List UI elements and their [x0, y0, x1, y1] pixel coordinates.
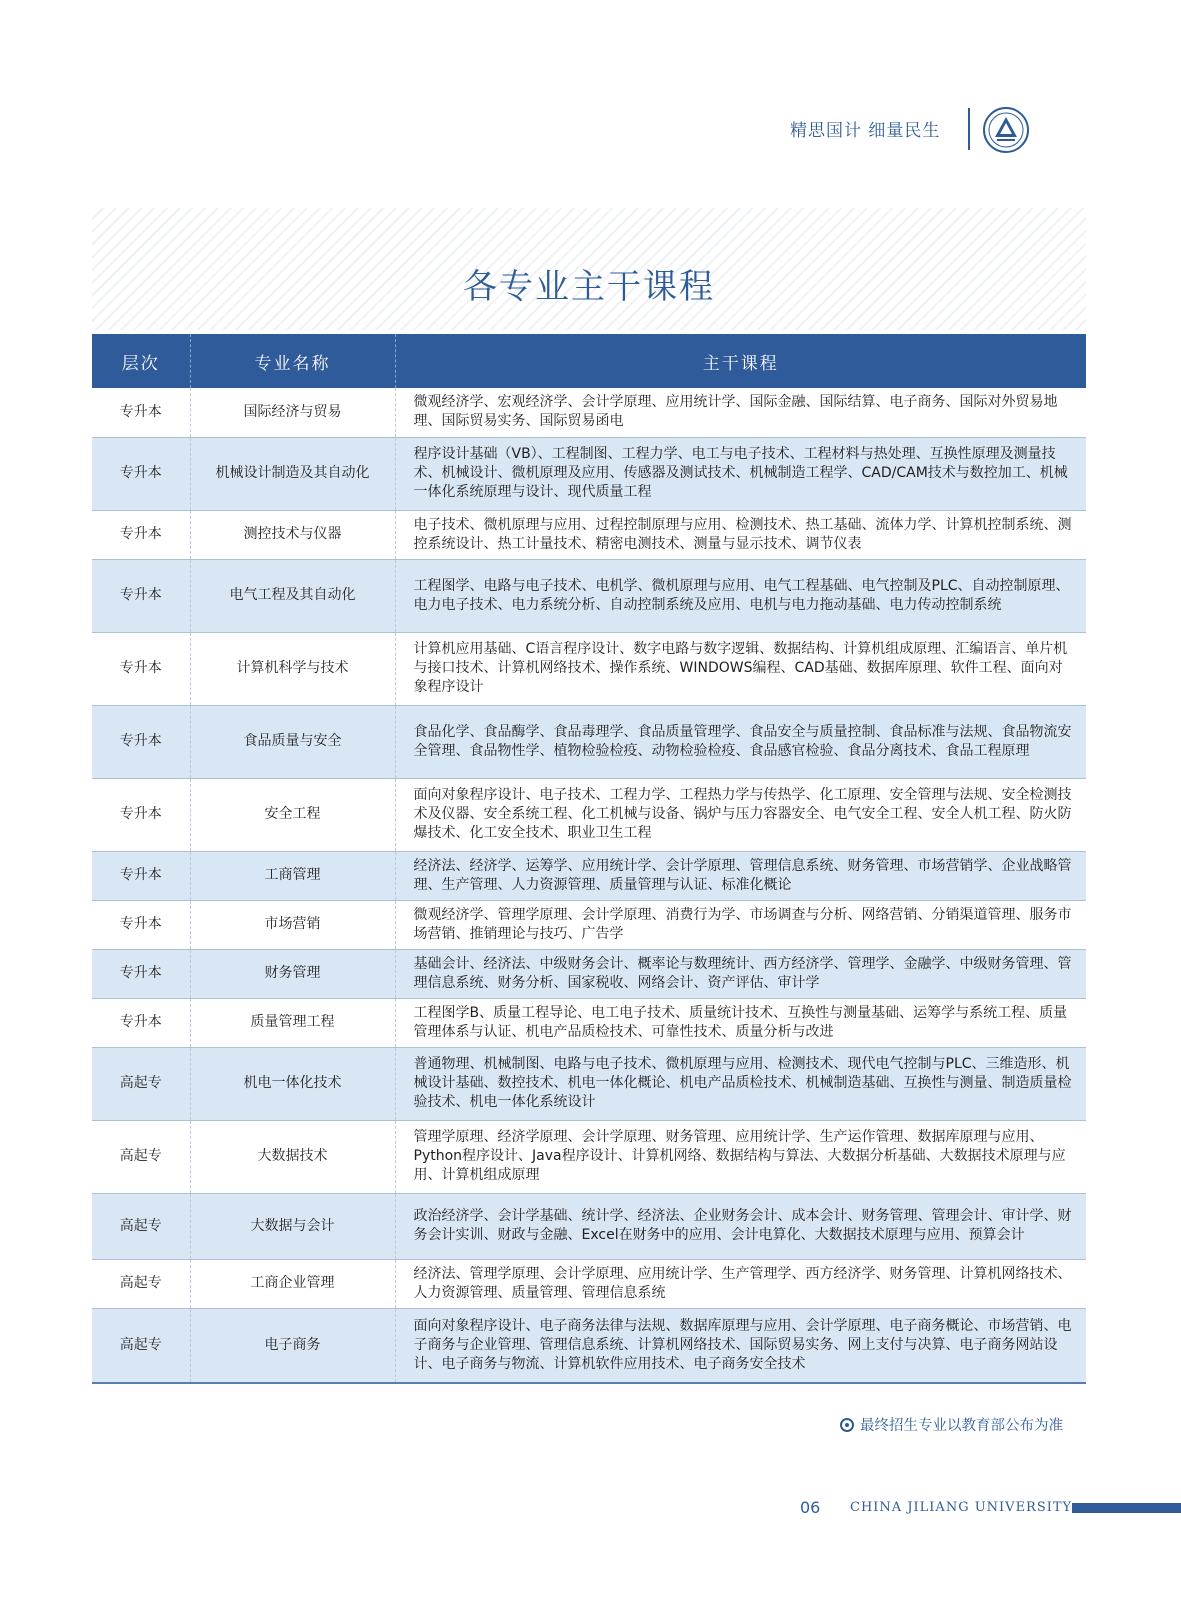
major-cell: 质量管理工程 — [190, 998, 395, 1047]
table-row — [92, 559, 1086, 632]
page-number: 06 — [800, 1498, 821, 1517]
major-cell: 食品质量与安全 — [190, 705, 395, 778]
level-cell: 高起专 — [92, 1120, 190, 1193]
header-major: 专业名称 — [190, 334, 395, 388]
footer-bar — [1072, 1503, 1181, 1513]
courses-cell: 管理学原理、经济学原理、会计学原理、财务管理、应用统计学、生产运作管理、数据库原理与应用、Python程序设计、Java程序设计、计算机网络、数据结构与算法、大数据分析基础、大数据技术原理与应用、计算机组成原理 — [395, 1120, 1086, 1193]
courses-cell: 经济法、经济学、运筹学、应用统计学、会计学原理、管理信息系统、财务管理、市场营销学、企业战略管理、生产管理、人力资源管理、质量管理与认证、标准化概论 — [395, 851, 1086, 900]
table-row — [92, 388, 1086, 437]
level-cell: 专升本 — [92, 559, 190, 632]
table-row — [92, 1259, 1086, 1308]
major-cell: 计算机科学与技术 — [190, 632, 395, 705]
level-cell: 高起专 — [92, 1259, 190, 1308]
major-cell: 市场营销 — [190, 900, 395, 949]
major-cell: 电气工程及其自动化 — [190, 559, 395, 632]
major-cell: 工商管理 — [190, 851, 395, 900]
major-cell: 大数据技术 — [190, 1120, 395, 1193]
level-cell: 专升本 — [92, 388, 190, 437]
university-seal-icon — [982, 106, 1030, 154]
courses-cell: 面向对象程序设计、电子技术、工程力学、工程热力学与传热学、化工原理、安全管理与法规、安全检测技术及仪器、安全系统工程、化工机械与设备、锅炉与压力容器安全、电气安全工程、安全人机工程、防火防爆技术、化工安全技术、职业卫生工程 — [395, 778, 1086, 851]
courses-cell: 电子技术、微机原理与应用、过程控制原理与应用、检测技术、热工基础、流体力学、计算机控制系统、测控系统设计、热工计量技术、精密电测技术、测量与显示技术、调节仪表 — [395, 510, 1086, 559]
level-cell: 专升本 — [92, 632, 190, 705]
major-cell: 工商企业管理 — [190, 1259, 395, 1308]
level-cell: 专升本 — [92, 437, 190, 510]
table-row — [92, 1120, 1086, 1193]
university-name: CHINA JILIANG UNIVERSITY — [850, 1500, 1073, 1515]
table-row — [92, 778, 1086, 851]
courses-cell: 微观经济学、宏观经济学、会计学原理、应用统计学、国际金融、国际结算、电子商务、国际对外贸易地理、国际贸易实务、国际贸易函电 — [395, 388, 1086, 437]
courses-cell: 程序设计基础（VB）、工程制图、工程力学、电工与电子技术、工程材料与热处理、互换性原理及测量技术、机械设计、微机原理及应用、传感器及测试技术、机械制造工程学、CAD/CAM技术与数控加工、机械一体化系统原理与设计、现代质量工程 — [395, 437, 1086, 510]
header-courses: 主干课程 — [395, 334, 1086, 388]
major-cell: 电子商务 — [190, 1308, 395, 1383]
table-row — [92, 949, 1086, 998]
major-cell: 测控技术与仪器 — [190, 510, 395, 559]
table-header-row — [92, 334, 1086, 388]
courses-cell: 计算机应用基础、C语言程序设计、数字电路与数字逻辑、数据结构、计算机组成原理、汇编语言、单片机与接口技术、计算机网络技术、操作系统、WINDOWS编程、CAD基础、数据库原理、软件工程、面向对象程序设计 — [395, 632, 1086, 705]
level-cell: 专升本 — [92, 998, 190, 1047]
courses-cell: 微观经济学、管理学原理、会计学原理、消费行为学、市场调查与分析、网络营销、分销渠道管理、服务市场营销、推销理论与技巧、广告学 — [395, 900, 1086, 949]
target-circle-icon — [840, 1418, 854, 1432]
level-cell: 专升本 — [92, 510, 190, 559]
level-cell: 专升本 — [92, 851, 190, 900]
header-slogan: 精思国计 细量民生 — [790, 121, 941, 141]
major-cell: 安全工程 — [190, 778, 395, 851]
major-cell: 财务管理 — [190, 949, 395, 998]
table-row — [92, 900, 1086, 949]
level-cell: 高起专 — [92, 1193, 190, 1259]
level-cell: 专升本 — [92, 900, 190, 949]
major-cell: 大数据与会计 — [190, 1193, 395, 1259]
courses-cell: 食品化学、食品酶学、食品毒理学、食品质量管理学、食品安全与质量控制、食品标准与法规、食品物流安全管理、食品物性学、植物检验检疫、动物检验检疫、食品感官检验、食品分离技术、食品工程原理 — [395, 705, 1086, 778]
courses-cell: 工程图学B、质量工程导论、电工电子技术、质量统计技术、互换性与测量基础、运筹学与系统工程、质量管理体系与认证、机电产品质检技术、可靠性技术、质量分析与改进 — [395, 998, 1086, 1047]
table-row — [92, 851, 1086, 900]
major-cell: 机电一体化技术 — [190, 1047, 395, 1120]
level-cell: 专升本 — [92, 778, 190, 851]
courses-cell: 工程图学、电路与电子技术、电机学、微机原理与应用、电气工程基础、电气控制及PLC、自动控制原理、电力电子技术、电力系统分析、自动控制系统及应用、电机与电力拖动基础、电力传动控制系统 — [395, 559, 1086, 632]
table-row — [92, 1193, 1086, 1259]
table-row — [92, 510, 1086, 559]
footnote — [840, 1414, 1086, 1435]
courses-cell: 普通物理、机械制图、电路与电子技术、微机原理与应用、检测技术、现代电气控制与PLC、三维造形、机械设计基础、数控技术、机电一体化概论、机电产品质检技术、机械制造基础、互换性与测量、制造质量检验技术、机电一体化系统设计 — [395, 1047, 1086, 1120]
course-table — [92, 334, 1086, 1384]
header-divider — [968, 108, 970, 150]
table-row — [92, 1308, 1086, 1383]
courses-cell: 面向对象程序设计、电子商务法律与法规、数据库原理与应用、会计学原理、电子商务概论、市场营销、电子商务与企业管理、管理信息系统、计算机网络技术、国际贸易实务、网上支付与决算、电子商务网站设计、电子商务与物流、计算机软件应用技术、电子商务安全技术 — [395, 1308, 1086, 1383]
level-cell: 专升本 — [92, 705, 190, 778]
major-cell: 国际经济与贸易 — [190, 388, 395, 437]
courses-cell: 政治经济学、会计学基础、统计学、经济法、企业财务会计、成本会计、财务管理、管理会计、审计学、财务会计实训、财政与金融、Excel在财务中的应用、会计电算化、大数据技术原理与应用、预算会计 — [395, 1193, 1086, 1259]
courses-cell: 经济法、管理学原理、会计学原理、应用统计学、生产管理学、西方经济学、财务管理、计算机网络技术、人力资源管理、质量管理、管理信息系统 — [395, 1259, 1086, 1308]
table-row — [92, 437, 1086, 510]
table-row — [92, 632, 1086, 705]
page-title: 各专业主干课程 — [463, 266, 715, 307]
level-cell: 高起专 — [92, 1308, 190, 1383]
header-level: 层次 — [92, 334, 190, 388]
footnote-text: 最终招生专业以教育部公布为准 — [860, 1418, 1063, 1434]
level-cell: 专升本 — [92, 949, 190, 998]
table-row — [92, 705, 1086, 778]
level-cell: 高起专 — [92, 1047, 190, 1120]
courses-cell: 基础会计、经济法、中级财务会计、概率论与数理统计、西方经济学、管理学、金融学、中级财务管理、管理信息系统、财务分析、国家税收、网络会计、资产评估、审计学 — [395, 949, 1086, 998]
table-row — [92, 998, 1086, 1047]
table-row — [92, 1047, 1086, 1120]
major-cell: 机械设计制造及其自动化 — [190, 437, 395, 510]
